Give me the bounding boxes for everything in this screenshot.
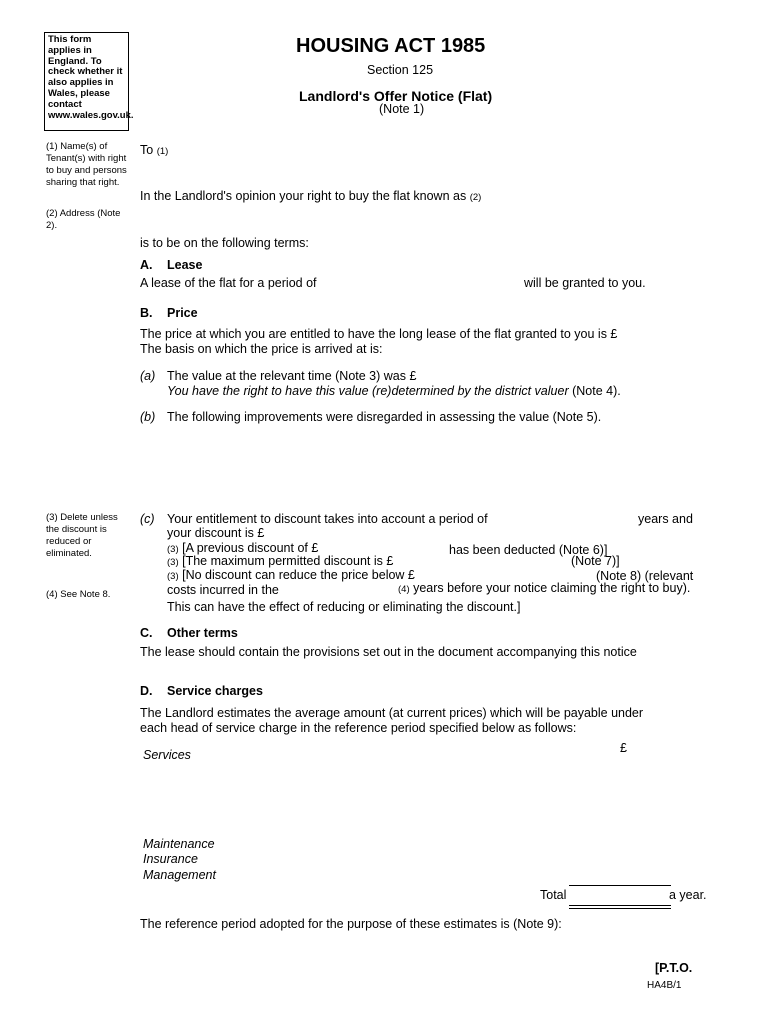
no-discount-right: (Note 8) (relevant (596, 569, 694, 583)
price-basis: The basis on which the price is arrived at is: (140, 342, 383, 356)
item-c-years: years and (638, 512, 693, 526)
notice-box: This form applies in England. To check whether it also applies in Wales, please contact www.wales.gov.uk. (44, 32, 129, 131)
pto-marker: [P.T.O. (655, 961, 693, 975)
section-d-letter: D. (140, 684, 153, 698)
form-code: HA4B/1 (647, 980, 682, 991)
to-line (140, 143, 168, 157)
service-charges-line2: each head of service charge in the reference period specified below as follows: (140, 721, 577, 735)
item-a-label: (a) (140, 369, 156, 383)
opinion-text: In the Landlord's opinion your right to buy the flat known as (140, 189, 467, 203)
section-c-heading: Other terms (167, 626, 238, 640)
other-terms-text: The lease should contain the provisions set out in the document accompanying this notice (140, 645, 637, 659)
lease-text-right: will be granted to you. (524, 276, 646, 290)
item-a-line2 (167, 384, 621, 398)
page-title: HOUSING ACT 1985 (296, 35, 486, 57)
total-label: Total (540, 888, 567, 902)
costs-text: costs incurred in the (167, 583, 279, 597)
item-c-label: (c) (140, 512, 155, 526)
section-number: Section 125 (367, 63, 434, 77)
max-discount-right: (Note 7)] (571, 554, 620, 568)
section-b-letter: B. (140, 306, 153, 320)
no-discount-line (167, 568, 415, 582)
maintenance-label: Maintenance (143, 837, 215, 851)
insurance-label: Insurance (143, 852, 198, 866)
item-a-valuer-text: You have the right to have this value (re)determined by the district valuer (167, 384, 569, 398)
side-note-3: (3) Delete unless the discount is reduced or eliminated. (46, 512, 118, 559)
service-charges-line1: The Landlord estimates the average amount (at current prices) which will be payable under (140, 706, 644, 720)
item-c-line1: Your entitlement to discount takes into account a period of (167, 512, 488, 526)
opinion-ref: (2) (469, 192, 482, 203)
no-discount-text: [No discount can reduce the price below £ (182, 568, 415, 582)
total-bottom-rule-2 (569, 908, 671, 909)
section-b-heading: Price (167, 306, 198, 320)
terms-intro: is to be on the following terms: (140, 236, 309, 250)
to-label: To (140, 143, 154, 157)
item-b-line: The following improvements were disregarded in assessing the value (Note 5). (167, 410, 602, 424)
no-discount-ref: (3) (167, 571, 179, 582)
max-discount-line (167, 554, 393, 568)
total-top-rule (569, 885, 671, 886)
costs-right-line (398, 581, 690, 595)
currency-symbol: £ (620, 741, 627, 755)
item-c-discount: your discount is £ (167, 526, 265, 540)
item-a-line1: The value at the relevant time (Note 3) was £ (167, 369, 417, 383)
side-note-4: (4) See Note 8. (46, 589, 111, 600)
form-subtitle: Landlord's Offer Notice (Flat) (299, 88, 493, 104)
reference-period-text: The reference period adopted for the purpose of these estimates is (Note 9): (140, 917, 562, 931)
to-ref: (1) (156, 146, 169, 157)
previous-discount-ref: (3) (167, 544, 179, 555)
section-c-letter: C. (140, 626, 153, 640)
previous-discount-line (167, 541, 318, 555)
section-d-heading: Service charges (167, 684, 263, 698)
item-a-note: (Note 4). (572, 384, 621, 398)
max-discount-text: [The maximum permitted discount is £ (182, 554, 394, 568)
item-b-label: (b) (140, 410, 156, 424)
total-bottom-rule-1 (569, 905, 671, 906)
section-a-letter: A. (140, 258, 153, 272)
total-suffix: a year. (669, 888, 707, 902)
management-label: Management (143, 868, 216, 882)
section-a-heading: Lease (167, 258, 203, 272)
side-note-2: (2) Address (Note 2). (46, 208, 121, 231)
services-label: Services (143, 748, 191, 762)
opinion-line (140, 189, 481, 203)
costs-right-text: years before your notice claiming the right to buy). (413, 581, 691, 595)
side-note-1: (1) Name(s) of Tenant(s) with right to buy and persons sharing that right. (46, 141, 127, 188)
discount-effect: This can have the effect of reducing or eliminating the discount.] (167, 600, 521, 614)
previous-discount-text: [A previous discount of £ (182, 541, 319, 555)
lease-text: A lease of the flat for a period of (140, 276, 317, 290)
subtitle-note: (Note 1) (379, 102, 425, 116)
costs-ref: (4) (398, 584, 410, 595)
max-discount-ref: (3) (167, 557, 179, 568)
price-line: The price at which you are entitled to have the long lease of the flat granted to you is £ (140, 327, 618, 341)
previous-discount-right: has been deducted (Note 6)] (449, 543, 608, 557)
